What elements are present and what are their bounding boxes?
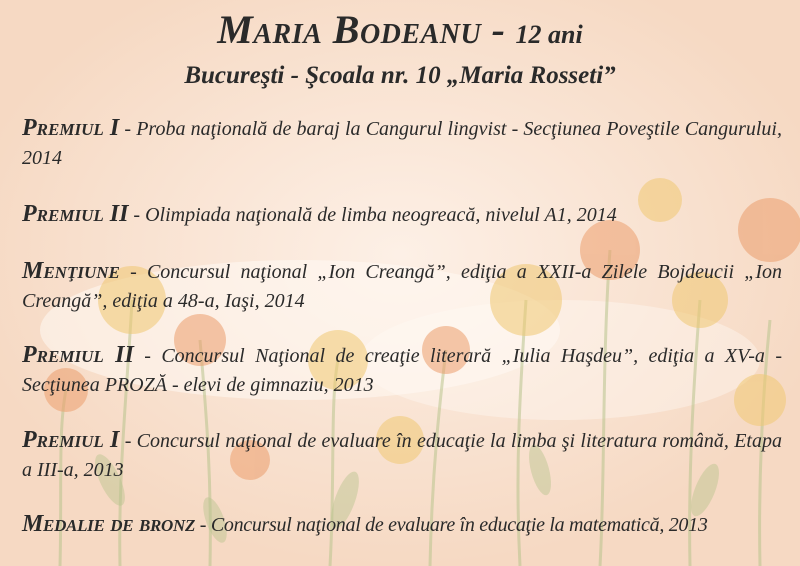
award-description: - Proba naţională de baraj la Cangurul lingvist - Secţiunea Poveştile Cangurului, 2014 [22, 118, 782, 169]
award-description: - Concursul Naţional de creaţie literară „Iulia Haşdeu”, ediţia a XV-a - Secţiunea PROZĂ - elevi de gimnaziu, 2013 [22, 345, 782, 396]
award-item [22, 257, 782, 316]
award-prize: Medalie de bronz [22, 511, 196, 537]
award-prize: Premiul I [22, 115, 120, 141]
award-description: - Concursul naţional de evaluare în educaţie la matematică, 2013 [195, 514, 708, 536]
student-name-text: Maria Bodeanu - [217, 7, 506, 52]
award-description: - Olimpiada naţională de limba neogreacă, nivelul A1, 2014 [128, 204, 617, 226]
award-item [22, 114, 782, 173]
award-prize: Premiul II [22, 201, 129, 227]
award-item [22, 200, 782, 230]
award-description: - Concursul naţional de evaluare în educaţie la limba şi literatura română, Etapa a III-a, 2013 [22, 430, 782, 481]
student-age: 12 ani [515, 20, 583, 49]
award-prize: Premiul II [22, 342, 134, 368]
award-description: - Concursul naţional „Ion Creangă”, ediţia a XXII-a Zilele Bojdeucii „Ion Creangă”, ediţia a 48-a, Iaşi, 2014 [22, 261, 782, 312]
award-item [22, 426, 782, 485]
award-item [22, 341, 782, 400]
award-item [22, 510, 782, 540]
award-prize: Menţiune [22, 258, 120, 284]
award-prize: Premiul I [22, 427, 120, 453]
school-line: Bucureşti - Şcoala nr. 10 „Maria Rosseti” [184, 62, 616, 89]
student-name [0, 7, 800, 52]
